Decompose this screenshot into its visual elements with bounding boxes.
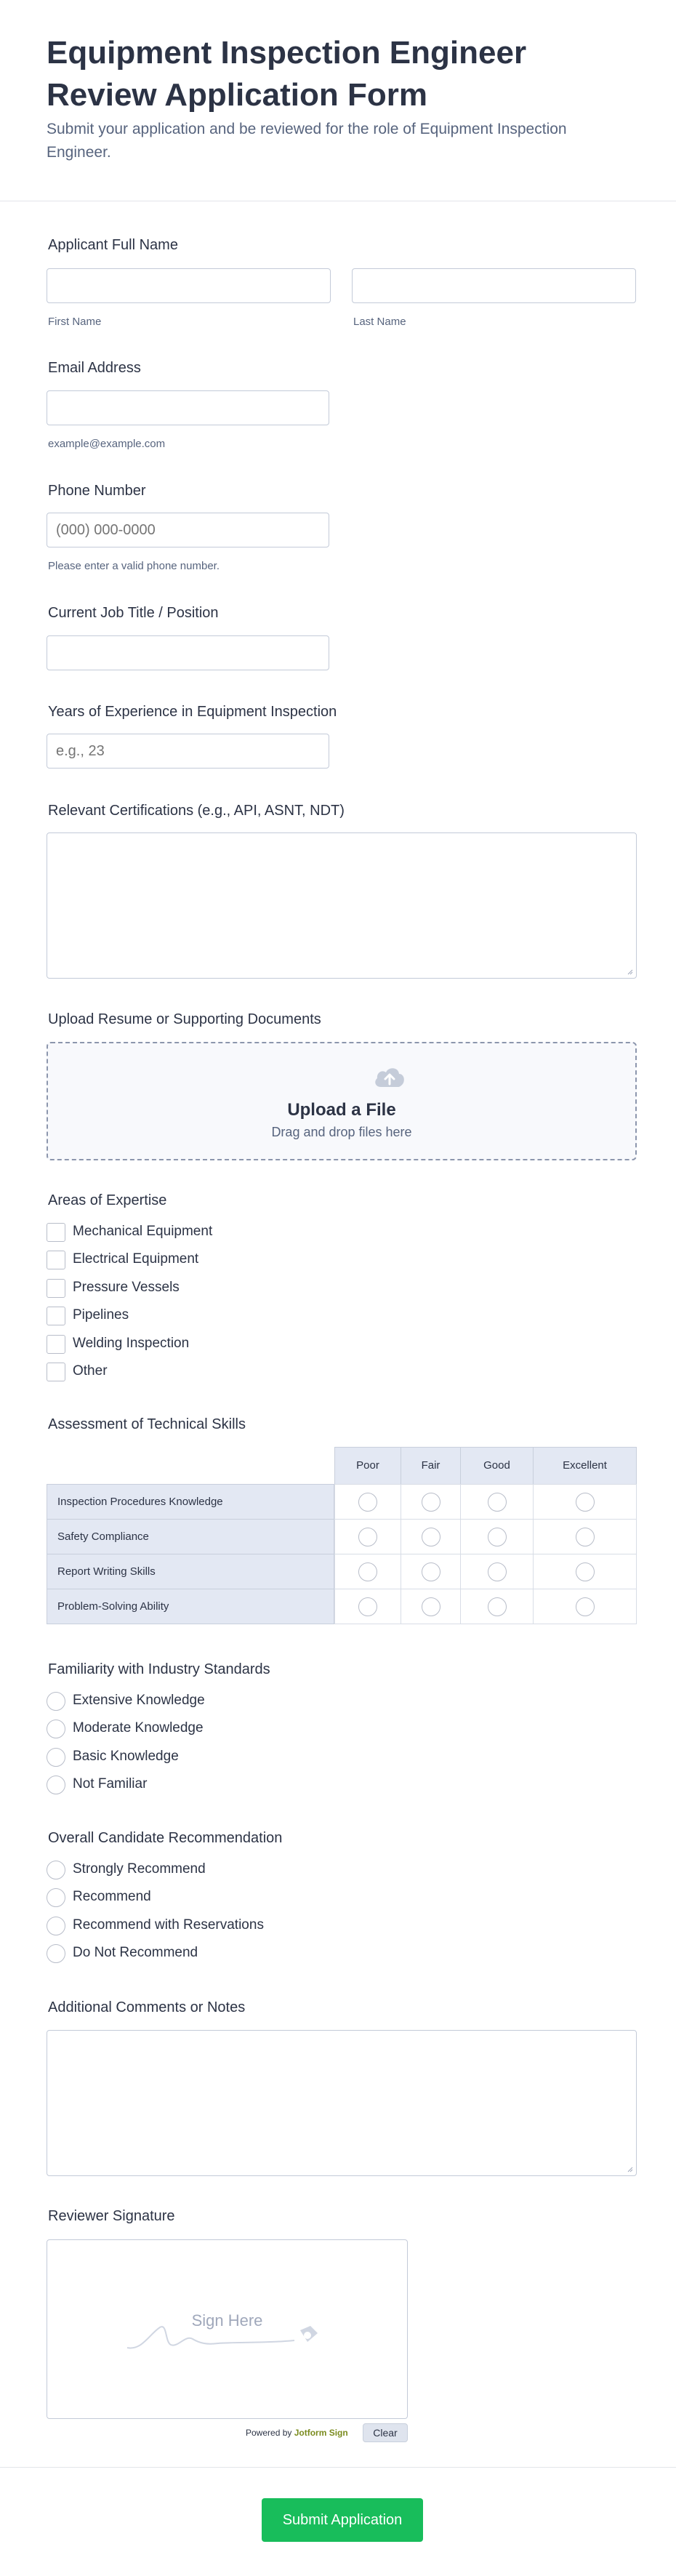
standards-option-label[interactable]: Moderate Knowledge [73, 1720, 204, 1736]
recommendation-radio[interactable] [47, 1861, 65, 1879]
phone-input[interactable] [47, 513, 329, 547]
expertise-checkbox[interactable] [47, 1279, 65, 1298]
matrix-column-header: Excellent [533, 1447, 637, 1485]
standards-option-label[interactable]: Extensive Knowledge [73, 1693, 205, 1708]
cloud-upload-icon [372, 1064, 407, 1090]
expertise-option-label[interactable]: Electrical Equipment [73, 1251, 199, 1267]
powered-by-prefix: Powered by [246, 2428, 292, 2438]
expertise-option-label[interactable]: Mechanical Equipment [73, 1224, 213, 1239]
matrix-radio[interactable] [422, 1597, 440, 1616]
expertise-label: Areas of Expertise [48, 1192, 167, 1208]
matrix-row-label: Problem-Solving Ability [47, 1589, 334, 1624]
phone-label: Phone Number [48, 483, 146, 499]
form-subtitle: Submit your application and be reviewed for the role of Equipment Inspection Engineer. [47, 121, 567, 161]
recommendation-option-label[interactable]: Do Not Recommend [73, 1945, 198, 1960]
form-title: Equipment Inspection Engineer Review Application Form [47, 35, 527, 113]
resize-grip-icon[interactable] [626, 968, 633, 975]
matrix-column-header: Good [460, 1447, 534, 1485]
matrix-radio[interactable] [358, 1493, 377, 1512]
matrix-radio[interactable] [488, 1562, 507, 1581]
signature-label: Reviewer Signature [48, 2208, 175, 2224]
matrix-radio[interactable] [422, 1493, 440, 1512]
expertise-option-label[interactable]: Pipelines [73, 1307, 129, 1323]
matrix-radio[interactable] [488, 1528, 507, 1546]
clear-signature-button[interactable]: Clear [363, 2423, 408, 2442]
upload-label: Upload Resume or Supporting Documents [48, 1011, 321, 1027]
matrix-cell [334, 1519, 401, 1554]
expertise-checkbox[interactable] [47, 1251, 65, 1269]
matrix-cell [401, 1554, 461, 1589]
standards-option-label[interactable]: Not Familiar [73, 1776, 148, 1791]
matrix-radio[interactable] [576, 1597, 595, 1616]
expertise-checkbox[interactable] [47, 1363, 65, 1381]
upload-subtitle: Drag and drop files here [271, 1125, 412, 1139]
submit-button[interactable]: Submit Application [262, 2498, 423, 2542]
matrix-cell [401, 1589, 461, 1624]
matrix-radio[interactable] [422, 1528, 440, 1546]
email-label: Email Address [48, 360, 141, 376]
name-label: Applicant Full Name [48, 237, 178, 253]
matrix-radio[interactable] [358, 1562, 377, 1581]
recommendation-option-label[interactable]: Recommend [73, 1889, 151, 1904]
experience-label: Years of Experience in Equipment Inspection [48, 704, 337, 720]
certifications-label: Relevant Certifications (e.g., API, ASNT, NDT) [48, 803, 345, 819]
form-header [0, 0, 676, 201]
email-input[interactable] [47, 390, 329, 425]
standards-radio[interactable] [47, 1748, 65, 1767]
matrix-cell [401, 1519, 461, 1554]
signature-placeholder: Sign Here [191, 2311, 263, 2330]
standards-radio[interactable] [47, 1775, 65, 1794]
powered-by [246, 2428, 348, 2438]
recommendation-option-label[interactable]: Recommend with Reservations [73, 1917, 264, 1933]
matrix-cell [533, 1519, 637, 1554]
matrix-cell [460, 1484, 534, 1520]
matrix-row-label: Safety Compliance [47, 1519, 334, 1554]
matrix-radio[interactable] [358, 1528, 377, 1546]
last-name-sublabel: Last Name [353, 316, 406, 328]
comments-label: Additional Comments or Notes [48, 1999, 246, 2015]
matrix-column-header: Fair [401, 1447, 461, 1485]
matrix-radio[interactable] [488, 1493, 507, 1512]
skills-label: Assessment of Technical Skills [48, 1416, 246, 1432]
matrix-radio[interactable] [422, 1562, 440, 1581]
recommendation-label: Overall Candidate Recommendation [48, 1830, 283, 1846]
form-footer [0, 2467, 676, 2576]
matrix-cell [460, 1519, 534, 1554]
first-name-sublabel: First Name [48, 316, 102, 328]
job-title-input[interactable] [47, 635, 329, 670]
last-name-input[interactable] [352, 268, 636, 303]
recommendation-radio[interactable] [47, 1888, 65, 1907]
recommendation-radio[interactable] [47, 1917, 65, 1935]
email-sublabel: example@example.com [48, 438, 166, 450]
experience-input[interactable] [47, 734, 329, 769]
matrix-row-label: Inspection Procedures Knowledge [47, 1484, 334, 1520]
matrix-column-header: Poor [334, 1447, 401, 1485]
matrix-cell [460, 1554, 534, 1589]
matrix-cell [533, 1484, 637, 1520]
recommendation-radio[interactable] [47, 1944, 65, 1963]
matrix-cell [334, 1554, 401, 1589]
standards-radio[interactable] [47, 1720, 65, 1738]
matrix-radio[interactable] [488, 1597, 507, 1616]
certifications-textarea[interactable] [47, 832, 637, 979]
standards-option-label[interactable]: Basic Knowledge [73, 1749, 179, 1764]
matrix-cell [334, 1589, 401, 1624]
recommendation-option-label[interactable]: Strongly Recommend [73, 1861, 206, 1877]
comments-textarea[interactable] [47, 2030, 637, 2176]
matrix-cell [533, 1589, 637, 1624]
upload-title: Upload a File [287, 1100, 396, 1120]
expertise-option-label[interactable]: Other [73, 1363, 108, 1379]
expertise-checkbox[interactable] [47, 1335, 65, 1354]
expertise-option-label[interactable]: Pressure Vessels [73, 1280, 180, 1295]
standards-radio[interactable] [47, 1692, 65, 1711]
matrix-row-label: Report Writing Skills [47, 1554, 334, 1589]
file-upload-dropzone[interactable] [47, 1042, 637, 1160]
first-name-input[interactable] [47, 268, 331, 303]
resize-grip-icon[interactable] [626, 2165, 633, 2172]
standards-label: Familiarity with Industry Standards [48, 1661, 270, 1677]
phone-sublabel: Please enter a valid phone number. [48, 560, 220, 572]
matrix-cell [401, 1484, 461, 1520]
matrix-radio[interactable] [576, 1562, 595, 1581]
matrix-radio[interactable] [358, 1597, 377, 1616]
matrix-radio[interactable] [576, 1528, 595, 1546]
job-title-label: Current Job Title / Position [48, 605, 219, 621]
matrix-cell [334, 1484, 401, 1520]
jotform-sign-brand: Jotform Sign [294, 2428, 348, 2438]
matrix-radio[interactable] [576, 1493, 595, 1512]
matrix-cell [533, 1554, 637, 1589]
expertise-checkbox[interactable] [47, 1223, 65, 1242]
signature-pad[interactable] [47, 2239, 408, 2419]
matrix-cell [460, 1589, 534, 1624]
expertise-option-label[interactable]: Welding Inspection [73, 1336, 190, 1351]
expertise-checkbox[interactable] [47, 1307, 65, 1325]
